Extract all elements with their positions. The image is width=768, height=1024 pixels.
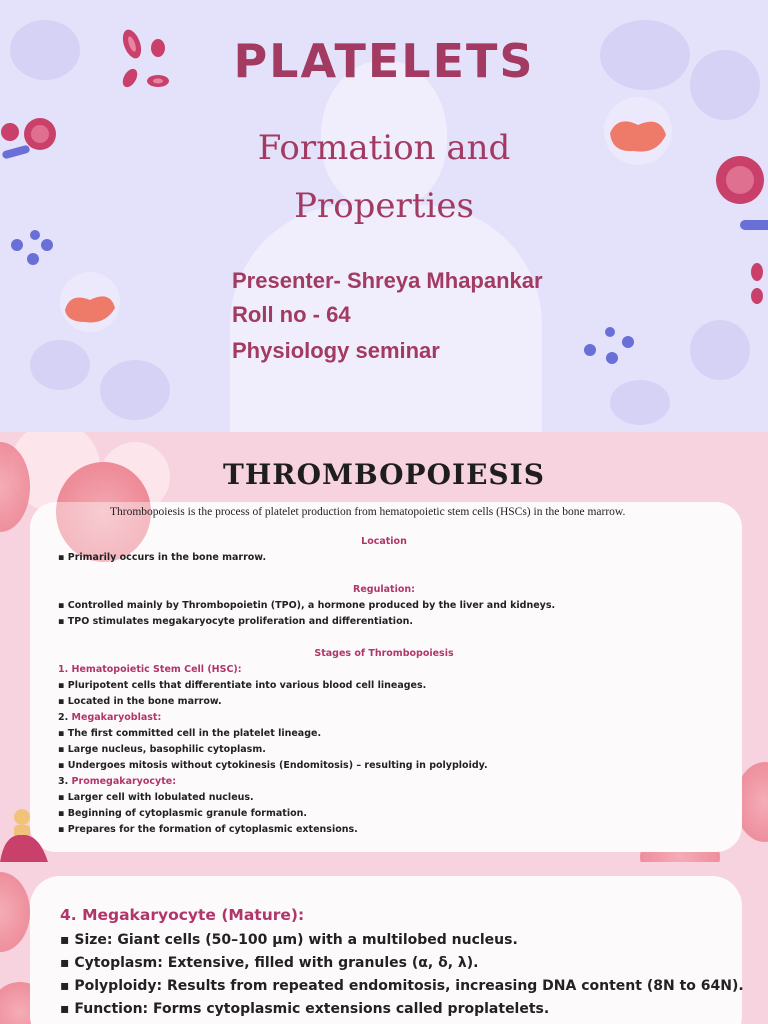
stage3-heading: [58, 776, 176, 787]
list-item: ▪ TPO stimulates megakaryocyte proliferation and differentiation.: [58, 616, 413, 627]
red-blood-cell-icon: [745, 262, 768, 307]
decor-blob: [30, 340, 90, 390]
regulation-heading: Regulation:: [353, 584, 415, 595]
list-item: [60, 978, 744, 994]
platelet-cluster-icon: [5, 225, 60, 270]
stage2-heading: [58, 712, 161, 723]
seminar-name: Physiology seminar: [232, 338, 440, 363]
item-key: ▪ Function:: [60, 1001, 149, 1017]
list-item: ▪ Controlled mainly by Thrombopoietin (TPO), a hormone produced by the liver and kidneys.: [58, 600, 556, 611]
stages-heading: Stages of Thrombopoiesis: [314, 648, 454, 659]
platelet-cluster-icon: [580, 320, 640, 370]
stage1-heading: 1. Hematopoietic Stem Cell (HSC):: [58, 664, 242, 675]
title-slide: [0, 0, 768, 432]
slide-subtitle-line2: Properties: [294, 186, 474, 226]
list-item: ▪ Primarily occurs in the bone marrow.: [58, 552, 267, 563]
stage3-title: Promegakaryocyte:: [68, 776, 177, 787]
decor-blob: [690, 320, 750, 380]
item-key: ▪ Size:: [60, 932, 113, 948]
list-item: ▪ Undergoes mitosis without cytokinesis (Endomitosis) – resulting in polyploidy.: [58, 760, 488, 771]
list-item: ▪ Larger cell with lobulated nucleus.: [58, 792, 254, 803]
presenter-name: Presenter- Shreya Mhapankar: [232, 268, 543, 293]
intro-paragraph: Thrombopoiesis is the process of platelet production from hematopoietic stem cells (HSCs) in the bone marrow.: [110, 506, 626, 518]
list-item: ▪ Beginning of cytoplasmic granule formation.: [58, 808, 307, 819]
item-text: Forms cytoplasmic extensions called proplatelets.: [148, 1001, 550, 1017]
location-heading: Location: [361, 536, 407, 547]
red-blood-cell-decor: [0, 872, 30, 952]
item-key: ▪ Polyploidy:: [60, 978, 163, 994]
thrombopoiesis-slide: [0, 432, 768, 862]
roll-number: Roll no - 64: [232, 302, 351, 327]
list-item: [60, 932, 518, 948]
list-item: ▪ Pluripotent cells that differentiate into various blood cell lineages.: [58, 680, 427, 691]
slide-subtitle-line1: Formation and: [257, 128, 511, 168]
stage2-title: Megakaryoblast:: [68, 712, 162, 723]
list-item: [60, 1001, 549, 1017]
list-item: ▪ The first committed cell in the platelet lineage.: [58, 728, 322, 739]
megakaryocyte-slide: [0, 862, 768, 1024]
list-item: ▪ Large nucleus, basophilic cytoplasm.: [58, 744, 266, 755]
item-key: ▪ Cytoplasm:: [60, 955, 163, 971]
decor-blob: [100, 360, 170, 420]
human-figure-icon: [0, 807, 50, 862]
slide-heading: THROMBOPOIESIS: [223, 458, 545, 491]
stage2-number: 2.: [58, 712, 69, 723]
stage3-number: 3.: [58, 776, 69, 787]
decor-blob: [610, 380, 670, 425]
item-text: Results from repeated endomitosis, increasing DNA content (8N to 64N).: [162, 978, 744, 994]
item-text: Giant cells (50–100 µm) with a multilobed nucleus.: [112, 932, 518, 948]
item-text: Extensive, filled with granules (α, δ, λ).: [162, 955, 479, 971]
list-item: [60, 955, 478, 971]
stage4-heading: 4. Megakaryocyte (Mature):: [60, 906, 305, 924]
list-item: ▪ Prepares for the formation of cytoplasmic extensions.: [58, 824, 358, 835]
slide-title: PLATELETS: [233, 34, 535, 88]
list-item: ▪ Located in the bone marrow.: [58, 696, 222, 707]
megakaryocyte-icon: [55, 270, 125, 335]
